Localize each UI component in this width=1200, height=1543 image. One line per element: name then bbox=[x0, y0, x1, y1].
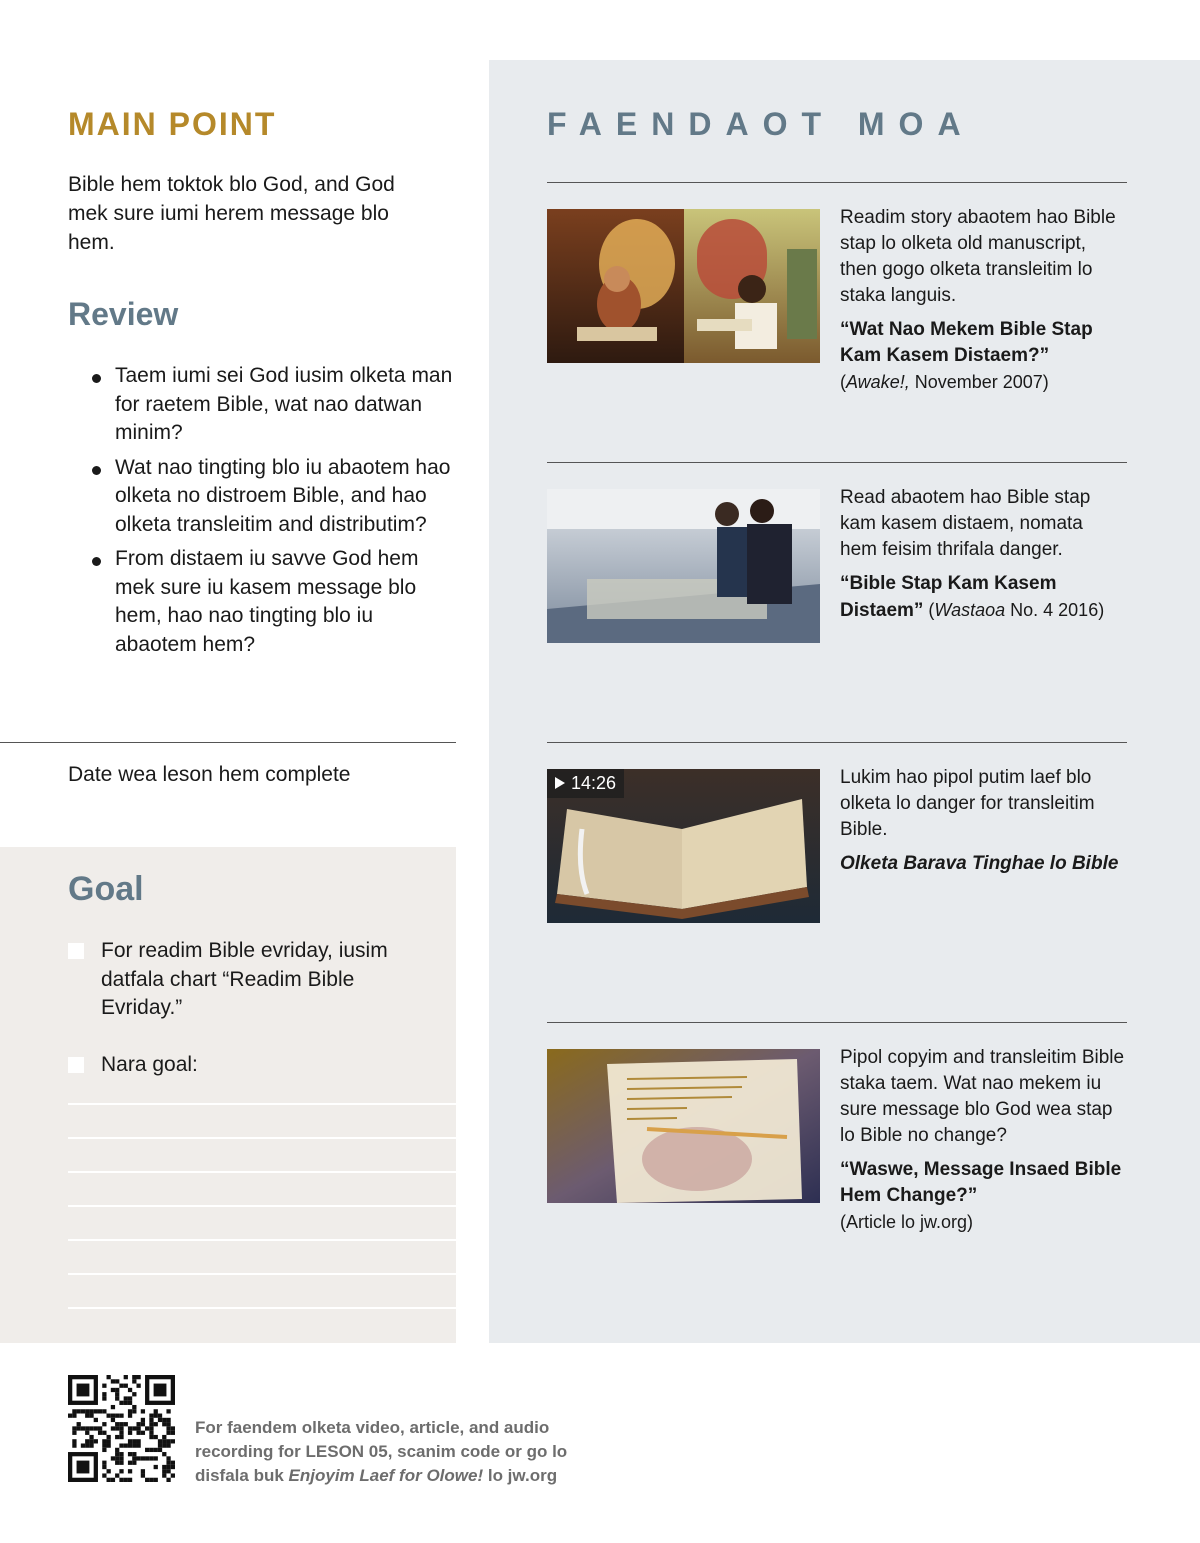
goal-heading: Goal bbox=[68, 870, 144, 908]
goal-write-line[interactable] bbox=[68, 1205, 456, 1207]
goal-checkbox[interactable] bbox=[68, 943, 84, 959]
goal-write-line[interactable] bbox=[68, 1171, 456, 1173]
resource-divider bbox=[547, 462, 1127, 463]
resource-text bbox=[840, 205, 1125, 396]
video-thumbnail[interactable] bbox=[547, 769, 820, 923]
resource-description: Read abaotem hao Bible stap kam kasem distaem, nomata hem feisim thrifala danger. bbox=[840, 487, 1091, 560]
resource-title[interactable] bbox=[840, 571, 1125, 624]
resource-text bbox=[840, 485, 1125, 624]
resource-title[interactable]: Olketa Barava Tinghae lo Bible bbox=[840, 853, 1119, 874]
source-paren: ( bbox=[923, 600, 935, 620]
resource-source: (Article lo jw.org) bbox=[840, 1212, 974, 1232]
museum-manuscripts-image[interactable] bbox=[547, 489, 820, 643]
video-duration: 14:26 bbox=[571, 773, 617, 793]
manuscript-copying-image[interactable] bbox=[547, 1049, 820, 1203]
goal-item-readim-bible[interactable] bbox=[68, 937, 438, 1023]
source-publication: Wastaoa bbox=[934, 600, 1006, 620]
goal-write-line[interactable] bbox=[68, 1137, 456, 1139]
source-publication: Awake!, bbox=[846, 372, 910, 392]
resource-title[interactable] bbox=[840, 317, 1125, 396]
resource-divider bbox=[547, 742, 1127, 743]
source-paren: ( bbox=[840, 372, 846, 392]
play-icon[interactable] bbox=[555, 777, 565, 789]
bullet-icon bbox=[92, 374, 101, 383]
resource-title-text[interactable]: “Wat Nao Mekem Bible Stap Kam Kasem Distaem?” bbox=[840, 319, 1093, 366]
goal-checkbox[interactable] bbox=[68, 1057, 84, 1073]
faendaot-moa-heading: FAENDAOT MOA bbox=[547, 106, 975, 142]
resource-text bbox=[840, 1045, 1125, 1236]
bullet-icon bbox=[92, 557, 101, 566]
resource-description: Lukim hao pipol putim laef blo olketa lo danger for transleitim Bible. bbox=[840, 767, 1095, 840]
goal-panel bbox=[0, 847, 456, 1343]
review-question-list bbox=[68, 362, 458, 665]
resource-text bbox=[840, 765, 1125, 877]
footer-text-after: lo jw.org bbox=[483, 1466, 558, 1485]
review-question bbox=[68, 454, 458, 540]
resource-title-text[interactable]: “Waswe, Message Insaed Bible Hem Change?” bbox=[840, 1159, 1122, 1206]
resource-title-text[interactable]: “Bible Stap Kam Kasem Distaem” bbox=[840, 573, 1057, 621]
source-date: No. 4 2016) bbox=[1005, 600, 1105, 620]
date-divider-line bbox=[0, 742, 456, 743]
resource-description: Readim story abaotem hao Bible stap lo olketa old manuscript, then gogo olketa transleitim lo staka languis. bbox=[840, 207, 1116, 306]
review-question-text: Wat nao tingting blo iu abaotem hao olketa no distroem Bible, and hao olketa transleitim and distributim? bbox=[115, 455, 451, 536]
source-date: November 2007) bbox=[909, 372, 1049, 392]
main-point-heading: MAIN POINT bbox=[68, 106, 277, 142]
qr-code[interactable] bbox=[68, 1375, 175, 1482]
footer-book-title: Enjoyim Laef for Olowe! bbox=[288, 1466, 484, 1485]
resource-source bbox=[923, 600, 1104, 620]
goal-item-text: For readim Bible evriday, iusim datfala chart “Readim Bible Evriday.” bbox=[101, 939, 388, 1019]
goal-write-line[interactable] bbox=[68, 1239, 456, 1241]
review-heading: Review bbox=[68, 296, 179, 332]
goal-write-line[interactable] bbox=[68, 1307, 456, 1309]
goal-item-nara-goal[interactable] bbox=[68, 1051, 438, 1080]
review-question bbox=[68, 362, 458, 448]
footer-note bbox=[195, 1416, 615, 1488]
review-question-text: Taem iumi sei God iusim olketa man for raetem Bible, wat nao datwan minim? bbox=[115, 364, 453, 444]
review-question-text: From distaem iu savve God hem mek sure iu kasem message blo hem, hao nao tingting blo iu abaotem hem? bbox=[115, 547, 419, 656]
resource-divider bbox=[547, 1022, 1127, 1023]
goal-write-line[interactable] bbox=[68, 1103, 456, 1105]
date-completed-label: Date wea leson hem complete bbox=[68, 763, 351, 786]
bullet-icon bbox=[92, 466, 101, 475]
resource-description: Pipol copyim and transleitim Bible staka taem. Wat nao mekem iu sure message blo God wea stap lo Bible no change? bbox=[840, 1047, 1125, 1146]
review-question bbox=[68, 545, 458, 659]
resource-divider bbox=[547, 182, 1127, 183]
resource-source bbox=[840, 372, 1049, 392]
resource-title[interactable] bbox=[840, 1157, 1125, 1236]
main-point-text: Bible hem toktok blo God, and God mek sure iumi herem message blo hem. bbox=[68, 173, 395, 254]
goal-write-line[interactable] bbox=[68, 1273, 456, 1275]
goal-item-text: Nara goal: bbox=[101, 1053, 198, 1076]
video-duration-badge bbox=[547, 769, 624, 798]
footer-text-before: For faendem olketa video, article, and audio recording for LESON 05, scanim code or go lo disfala buk bbox=[195, 1418, 568, 1485]
scribes-illustration-image[interactable] bbox=[547, 209, 820, 363]
